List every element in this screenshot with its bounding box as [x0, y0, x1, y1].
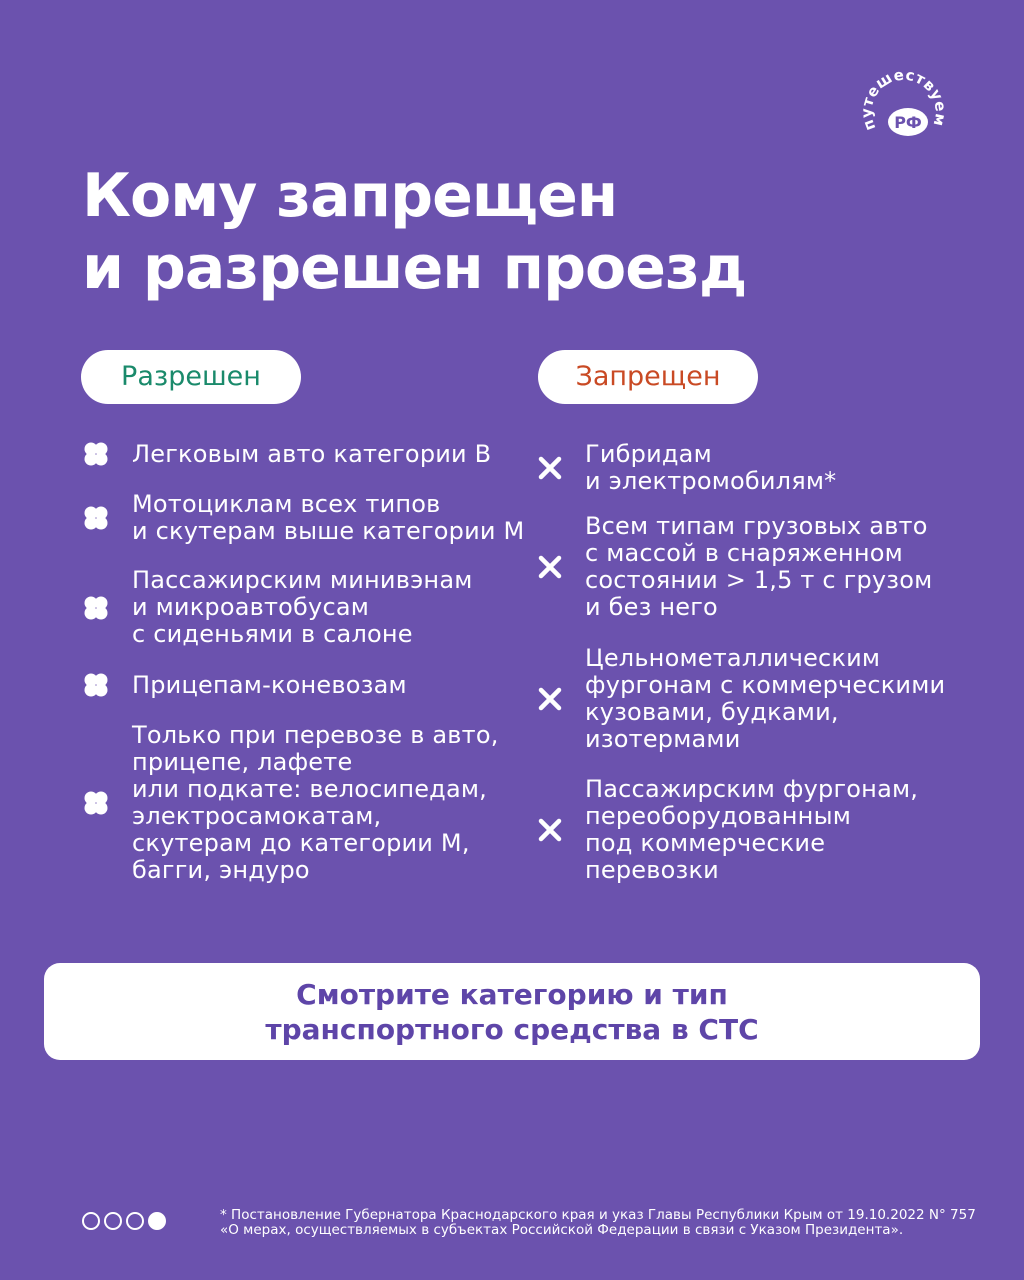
slide-pager [82, 1212, 166, 1230]
list-item-text: Цельнометаллическим фургонам с коммерческими кузовами, будками, изотермами [585, 644, 946, 753]
callout-line-1: Смотрите категорию и тип [296, 978, 728, 1011]
cross-icon [537, 817, 563, 843]
list-item [82, 567, 532, 648]
callout-box [44, 963, 980, 1060]
footnote: * Постановление Губернатора Краснодарского края и указ Главы Республики Крым от 19.10.2022 N° 757 «О мерах, осуществляемых в субъектах Российской Федерации в связи с Указом Президента». [220, 1207, 976, 1238]
pager-dot-active[interactable] [148, 1212, 166, 1230]
list-item-text: Гибридам и электромобилям* [585, 440, 837, 495]
callout-line-2: транспортного средства в СТС [265, 1013, 759, 1046]
list-item [537, 441, 965, 495]
list-item-text: Только при перевозе в авто, прицепе, лафете или подкате: велосипедам, электросамокатам, скутерам до категории М, багги, эндуро [132, 721, 499, 884]
list-item-text: Легковым авто категории В [132, 439, 492, 468]
list-item-text: Пассажирским минивэнам и микроавтобусам с сиденьями в салоне [132, 566, 473, 648]
flower-bullet-icon [82, 594, 110, 622]
list-item [82, 491, 532, 545]
list-item-text: Прицепам-коневозам [132, 670, 407, 699]
list-item [537, 513, 965, 621]
list-item-text: Всем типам грузовых авто с массой в снаряженном состоянии > 1,5 т с грузом и без него [585, 512, 933, 621]
forbidden-badge: Запрещен [538, 350, 758, 404]
list-item [82, 440, 532, 468]
cross-icon [537, 455, 563, 481]
logo-text-bottom: РФ [894, 113, 922, 132]
cross-icon [537, 554, 563, 580]
list-item-text: Мотоциклам всех типов и скутерам выше категории М [132, 490, 525, 545]
pager-dot[interactable] [82, 1212, 100, 1230]
logo-text-top: путешествуем [857, 65, 950, 134]
brand-logo [856, 56, 952, 152]
flower-bullet-icon [82, 440, 110, 468]
cross-icon [537, 686, 563, 712]
allowed-badge: Разрешен [81, 350, 301, 404]
title-line-1: Кому запрещен [82, 161, 618, 231]
list-item [82, 722, 532, 884]
list-item-text: Пассажирским фургонам, переоборудованным под коммерческие перевозки [585, 775, 919, 884]
flower-bullet-icon [82, 671, 110, 699]
list-item [537, 645, 965, 753]
page-title [82, 160, 902, 304]
list-item [82, 671, 532, 699]
pager-dot[interactable] [104, 1212, 122, 1230]
flower-bullet-icon [82, 789, 110, 817]
title-line-2: и разрешен проезд [82, 233, 747, 303]
flower-bullet-icon [82, 504, 110, 532]
pager-dot[interactable] [126, 1212, 144, 1230]
list-item [537, 776, 965, 884]
